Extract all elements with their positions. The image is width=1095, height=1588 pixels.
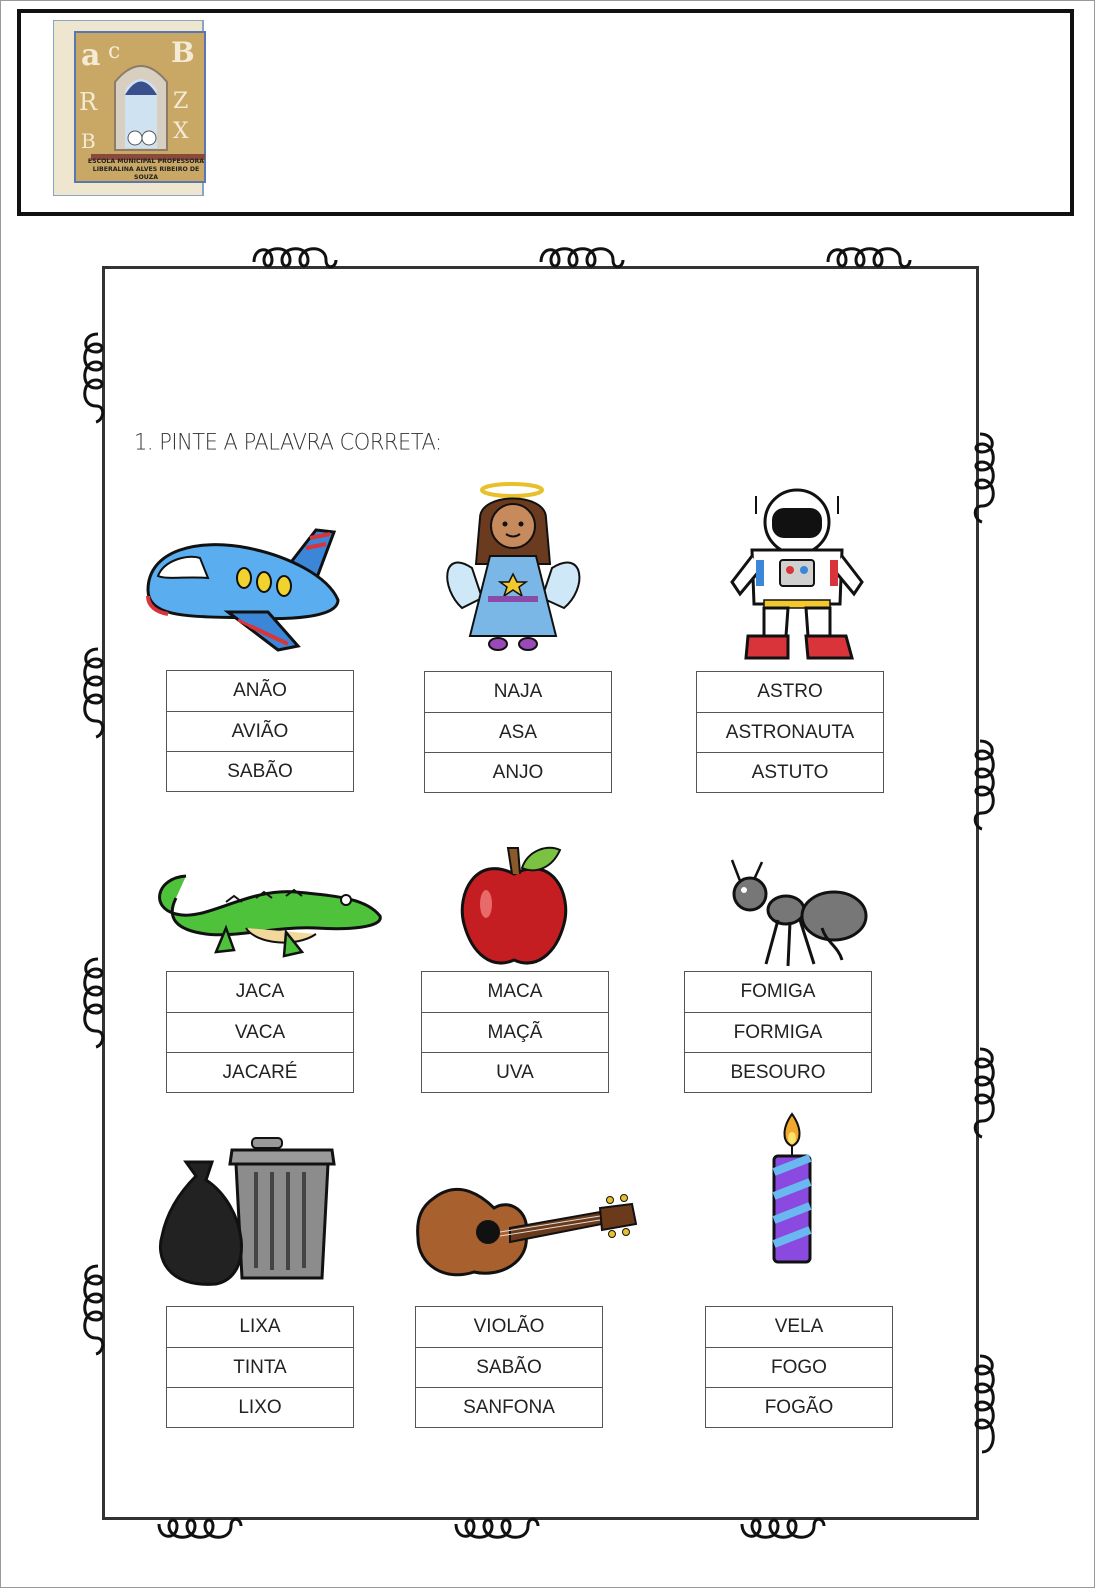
candle-icon bbox=[768, 1112, 818, 1268]
school-caption-line1: ESCOLA MUNICIPAL PROFESSORA bbox=[87, 158, 205, 165]
swirl-ornament-icon bbox=[74, 330, 110, 426]
swirl-ornament-icon bbox=[968, 1045, 1004, 1141]
answer-option[interactable]: ASTRONAUTA bbox=[697, 712, 883, 752]
answer-option[interactable]: SANFONA bbox=[416, 1387, 602, 1427]
answer-box-anjo bbox=[424, 671, 612, 793]
answer-box-vela bbox=[705, 1306, 893, 1428]
answer-box-lixo bbox=[166, 1306, 354, 1428]
guitar-icon bbox=[414, 1178, 638, 1282]
svg-text:c: c bbox=[108, 39, 121, 64]
answer-option[interactable]: MACA bbox=[487, 981, 543, 1002]
answer-option[interactable]: ASTRO bbox=[757, 681, 823, 702]
answer-option[interactable]: ANJO bbox=[425, 752, 611, 792]
svg-text:Z: Z bbox=[173, 89, 189, 114]
answer-option[interactable]: UVA bbox=[422, 1052, 608, 1092]
answer-option[interactable]: FOMIGA bbox=[740, 981, 816, 1002]
answer-option[interactable]: VIOLÃO bbox=[473, 1316, 545, 1337]
answer-option[interactable]: JACA bbox=[235, 981, 285, 1002]
swirl-ornament-icon bbox=[968, 1352, 1004, 1458]
school-caption-line2: LIBERALINA ALVES RIBEIRO DE SOUZA bbox=[92, 166, 200, 181]
answer-option[interactable]: TINTA bbox=[167, 1347, 353, 1387]
answer-option[interactable]: LIXO bbox=[167, 1387, 353, 1427]
answer-box-jacare bbox=[166, 971, 354, 1093]
swirl-ornament-icon bbox=[968, 737, 1004, 833]
answer-option[interactable]: SABÃO bbox=[416, 1347, 602, 1387]
svg-text:B: B bbox=[81, 129, 96, 153]
answer-option[interactable]: SABÃO bbox=[167, 751, 353, 791]
answer-option[interactable]: ANÃO bbox=[233, 680, 287, 701]
answer-option[interactable]: ASTUTO bbox=[697, 752, 883, 792]
answer-option[interactable]: BESOURO bbox=[685, 1052, 871, 1092]
answer-box-violao bbox=[415, 1306, 603, 1428]
answer-box-aviao bbox=[166, 670, 354, 792]
ant-icon bbox=[722, 856, 872, 968]
svg-text:R: R bbox=[79, 88, 98, 116]
instruction-text: 1. PINTE A PALAVRA CORRETA: bbox=[134, 429, 442, 455]
airplane-icon bbox=[138, 520, 346, 660]
swirl-ornament-icon bbox=[74, 645, 110, 741]
swirl-ornament-icon bbox=[738, 1512, 828, 1548]
answer-option[interactable]: JACARÉ bbox=[167, 1052, 353, 1092]
swirl-ornament-icon bbox=[968, 430, 1004, 526]
astronaut-icon bbox=[726, 486, 866, 662]
svg-text:X: X bbox=[173, 119, 189, 144]
answer-box-formiga bbox=[684, 971, 872, 1093]
svg-text:a: a bbox=[81, 38, 101, 73]
answer-option[interactable]: FOGO bbox=[706, 1347, 892, 1387]
answer-option[interactable]: NAJA bbox=[493, 681, 543, 702]
answer-box-astronauta bbox=[696, 671, 884, 793]
svg-text:B: B bbox=[171, 36, 195, 69]
answer-option[interactable]: LIXA bbox=[239, 1316, 281, 1337]
school-caption bbox=[85, 158, 207, 182]
answer-option[interactable]: AVIÃO bbox=[167, 711, 353, 751]
trash-icon bbox=[156, 1136, 340, 1288]
swirl-ornament-icon bbox=[74, 1262, 110, 1358]
answer-option[interactable]: FOGÃO bbox=[706, 1387, 892, 1427]
swirl-ornament-icon bbox=[824, 238, 914, 274]
answer-option[interactable]: VELA bbox=[774, 1316, 824, 1337]
answer-option[interactable]: MAÇÃ bbox=[422, 1012, 608, 1052]
answer-option[interactable]: FORMIGA bbox=[685, 1012, 871, 1052]
swirl-ornament-icon bbox=[74, 955, 110, 1051]
swirl-ornament-icon bbox=[155, 1512, 245, 1548]
answer-option[interactable]: VACA bbox=[167, 1012, 353, 1052]
swirl-ornament-icon bbox=[452, 1512, 542, 1548]
answer-option[interactable]: ASA bbox=[425, 712, 611, 752]
angel-icon bbox=[442, 478, 588, 658]
swirl-ornament-icon bbox=[537, 238, 627, 274]
school-logo bbox=[53, 20, 208, 196]
alligator-icon bbox=[146, 868, 386, 958]
apple-icon bbox=[456, 844, 572, 972]
swirl-ornament-icon bbox=[250, 238, 340, 274]
answer-box-maca bbox=[421, 971, 609, 1093]
